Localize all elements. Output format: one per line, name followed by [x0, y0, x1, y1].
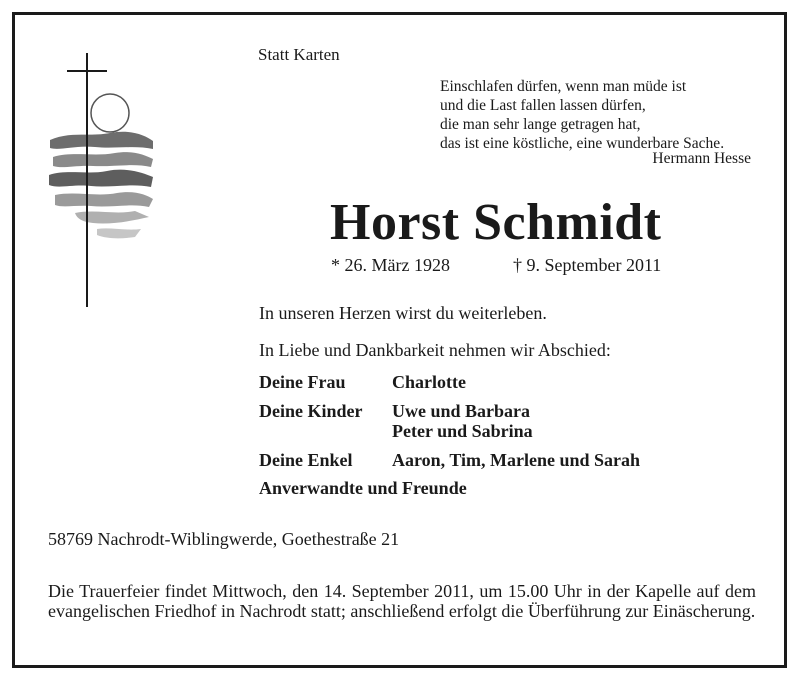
grandchildren-names: Aaron, Tim, Marlene und Sarah — [392, 450, 641, 470]
quote-line: und die Last fallen lassen dürfen, — [440, 97, 646, 114]
message-line-2: In Liebe und Dankbarkeit nehmen wir Abschied: — [259, 340, 611, 360]
children-label: Deine Kinder — [259, 401, 363, 421]
deceased-name: Horst Schmidt — [330, 194, 662, 251]
children-names: Peter und Sabrina — [392, 421, 533, 441]
obituary-card — [12, 12, 787, 668]
address: 58769 Nachrodt-Wiblingwerde, Goethestraße 21 — [48, 529, 400, 549]
cross-sun-landscape-icon — [45, 45, 155, 315]
birth-date: * 26. März 1928 — [331, 255, 450, 275]
funeral-service-text: Die Trauerfeier findet Mittwoch, den 14. September 2011, um 15.00 Uhr in der Kapelle auf dem evangelischen Friedhof in Nachrodt statt; anschließend erfolgt die Überführung zur Einäscherung. — [48, 581, 756, 621]
quote — [440, 77, 724, 153]
death-date: † 9. September 2011 — [513, 255, 662, 275]
statt-karten: Statt Karten — [258, 45, 340, 64]
quote-line: das ist eine köstliche, eine wunderbare Sache. — [440, 135, 725, 152]
relatives: Anverwandte und Freunde — [259, 478, 467, 498]
wife-label: Deine Frau — [259, 372, 346, 392]
quote-author: Hermann Hesse — [652, 150, 751, 167]
children-names: Uwe und Barbara — [392, 401, 531, 421]
quote-line: die man sehr lange getragen hat, — [440, 116, 641, 133]
quote-line: Einschlafen dürfen, wenn man müde ist — [440, 78, 687, 95]
message-line-1: In unseren Herzen wirst du weiterleben. — [259, 303, 547, 323]
wife-name: Charlotte — [392, 372, 466, 392]
grandchildren-label: Deine Enkel — [259, 450, 353, 470]
